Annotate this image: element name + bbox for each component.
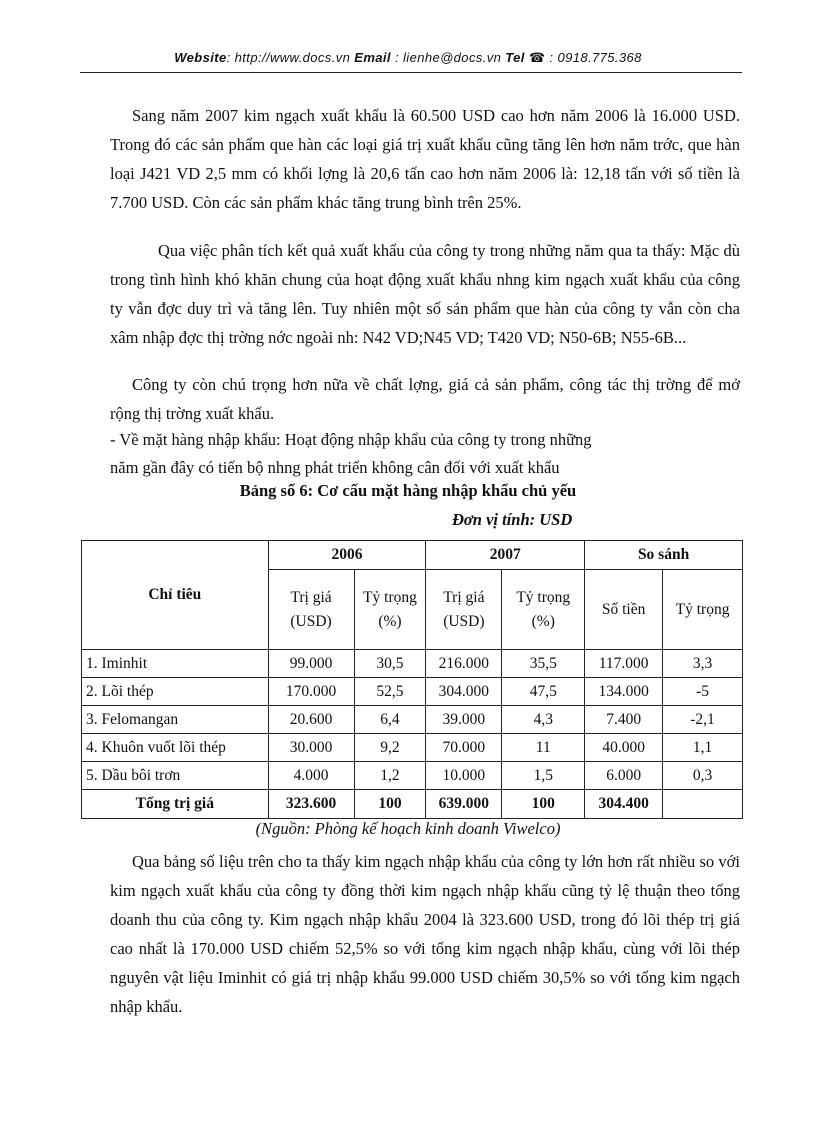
row-share-2007: 1,5 [502,762,585,790]
total-share-2006: 100 [354,790,426,819]
paragraph-quality-focus: Công ty còn chú trọng hơn nữa về chất lợng, giá cả sản phẩm, công tác thị trờng để mở rộng thị trờng xuất khẩu. [110,375,740,423]
total-amount: 304.400 [585,790,663,819]
table-row [82,734,743,762]
tel-value: ☎ : 0918.775.368 [524,50,642,65]
row-amount: 6.000 [585,762,663,790]
header-value-2007: Trị giá (USD) [426,570,502,650]
row-value-2006: 99.000 [268,650,354,678]
row-share-2006: 9,2 [354,734,426,762]
website-value[interactable]: : http://www.docs.vn [226,50,355,65]
total-name: Tổng trị giá [82,790,269,819]
row-value-2006: 4.000 [268,762,354,790]
row-name: 1. Iminhit [82,650,269,678]
row-amount: 117.000 [585,650,663,678]
row-value-2007: 10.000 [426,762,502,790]
paragraph-export-analysis: Qua việc phân tích kết quả xuất khẩu của công ty trong những năm qua ta thấy: Mặc dù trong tình hình khó khăn chung của hoạt động xuất khẩu nhng kim ngạch xuất khẩu của công ty vẫn đợc duy trì và tăng lên. Tuy nhiên một số sản phẩm que hàn của công ty vẫn còn cha xâm nhập đợc thị trờng nớc ngoài nh: N42 VD;N45 VD; T420 VD; N50-6B; N55-6B... [110,241,740,347]
row-share-2006: 1,2 [354,762,426,790]
table-row [82,706,743,734]
header-share-2006: Tỷ trọng (%) [354,570,426,650]
row-share-diff: 1,1 [663,734,743,762]
row-value-2007: 304.000 [426,678,502,706]
header-share-2007: Tỷ trọng (%) [502,570,585,650]
email-value[interactable]: : lienhe@docs.vn [390,50,506,65]
table-row [82,678,743,706]
row-amount: 134.000 [585,678,663,706]
total-value-2006: 323.600 [268,790,354,819]
paragraph-export-2007: Sang năm 2007 kim ngạch xuất khẩu là 60.500 USD cao hơn năm 2006 là 16.000 USD. Trong đó các sản phẩm que hàn các loại giá trị xuất khẩu cũng tăng lên hơn năm trớc, que hàn loại J421 VD 2,5 mm có khối lợng là 20,6 tấn cao hơn năm 2006 là: 12,18 tấn với số tiền là 7.700 USD. Còn các sản phẩm khác tăng trung bình trên 25%. [110,106,740,212]
total-share-diff [663,790,743,819]
table-total-row [82,790,743,819]
row-value-2006: 30.000 [268,734,354,762]
total-share-2007: 100 [502,790,585,819]
paragraph-import-analysis: Qua bảng số liệu trên cho ta thấy kim ngạch nhập khẩu của công ty lớn hơn rất nhiều so với kim ngạch xuất khẩu của công ty đồng thời kim ngạch nhập khẩu cũng tỷ lệ thuận theo tổng doanh thu của công ty. Kim ngạch nhập khẩu 2004 là 323.600 USD, trong đó lõi thép trị giá cao nhất là 170.000 USD chiếm 52,5% so với tổng kim ngạch nhập khẩu, cùng với lõi thép nguyên vật liệu Iminhit có giá trị nhập khẩu 99.000 USD chiếm 30,5% so với tổng kim ngạch nhập khẩu. [110,852,740,1016]
row-share-2006: 52,5 [354,678,426,706]
table-title: Bảng số 6: Cơ cấu mặt hàng nhập khẩu chủ yếu [239,481,577,500]
header-value-2006: Trị giá (USD) [268,570,354,650]
table-row [82,762,743,790]
table-unit: Đơn vị tính: USD [452,510,573,529]
row-name: 2. Lõi thép [82,678,269,706]
header-2006: 2006 [268,541,426,570]
row-share-2007: 47,5 [502,678,585,706]
tel-label: Tel [505,50,525,65]
row-name: 4. Khuôn vuốt lõi thép [82,734,269,762]
row-amount: 7.400 [585,706,663,734]
email-label: Email [354,50,391,65]
row-share-2006: 30,5 [354,650,426,678]
header-amount: Số tiền [585,570,663,650]
row-share-2007: 4,3 [502,706,585,734]
row-share-diff: 3,3 [663,650,743,678]
row-share-2007: 35,5 [502,650,585,678]
header-criteria: Chỉ tiêu [82,541,269,650]
import-structure-table [81,540,743,819]
row-value-2007: 216.000 [426,650,502,678]
row-name: 5. Dầu bôi trơn [82,762,269,790]
header-share-diff: Tỷ trọng [663,570,743,650]
row-value-2007: 70.000 [426,734,502,762]
table-source: (Nguồn: Phòng kế hoạch kinh doanh Viwelco) [255,819,561,838]
row-share-diff: -5 [663,678,743,706]
page-header [0,50,816,66]
row-value-2007: 39.000 [426,706,502,734]
row-amount: 40.000 [585,734,663,762]
paragraph-import-line2: năm gần đây có tiến bộ nhng phát triển không cân đối với xuất khẩu [110,458,560,477]
row-value-2006: 170.000 [268,678,354,706]
row-share-2007: 11 [502,734,585,762]
paragraph-import-line1: - Về mặt hàng nhập khẩu: Hoạt động nhập khẩu của công ty trong những [110,430,592,449]
header-compare: So sánh [585,541,743,570]
total-value-2007: 639.000 [426,790,502,819]
row-value-2006: 20.600 [268,706,354,734]
website-label: Website [174,50,227,65]
row-share-2006: 6,4 [354,706,426,734]
table-row [82,650,743,678]
row-share-diff: -2,1 [663,706,743,734]
table-header-row-years [82,541,743,570]
header-divider [80,72,742,73]
row-share-diff: 0,3 [663,762,743,790]
row-name: 3. Felomangan [82,706,269,734]
header-2007: 2007 [426,541,585,570]
